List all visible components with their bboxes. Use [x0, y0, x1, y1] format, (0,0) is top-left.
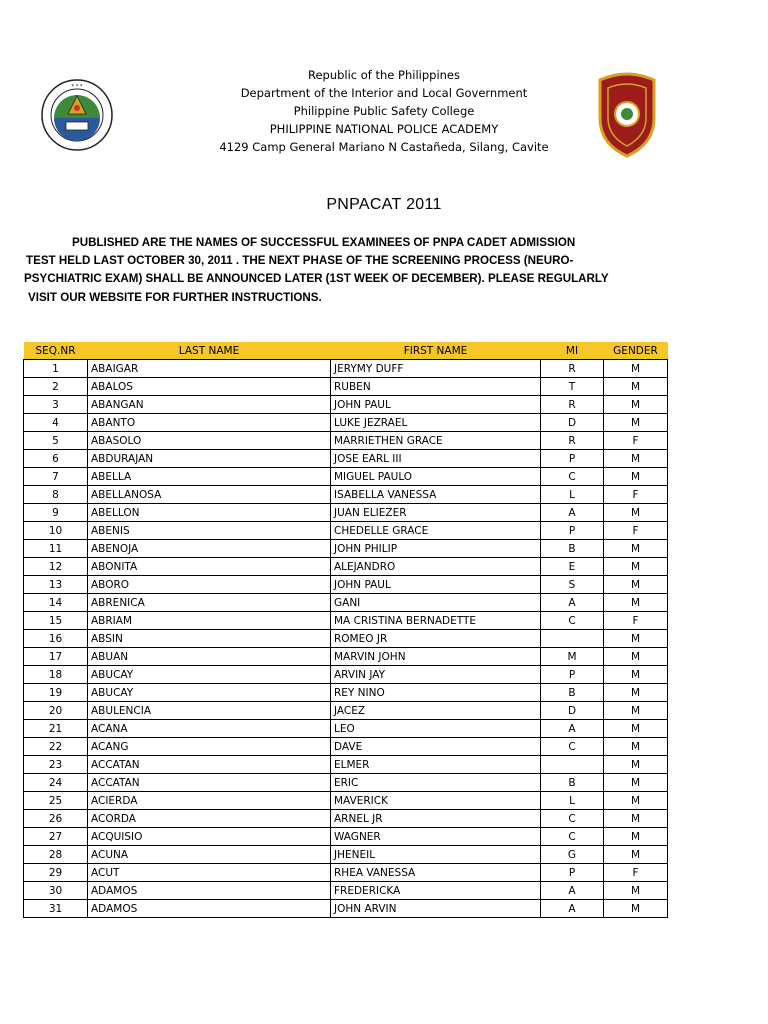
cell-first-name: RUBEN [331, 378, 541, 396]
cell-seq: 2 [24, 378, 88, 396]
cell-first-name: JOHN PAUL [331, 396, 541, 414]
table-row [24, 684, 668, 702]
cell-seq: 4 [24, 414, 88, 432]
table-row [24, 486, 668, 504]
cell-seq: 16 [24, 630, 88, 648]
cell-first-name: MARVIN JOHN [331, 648, 541, 666]
cell-seq: 14 [24, 594, 88, 612]
table-row [24, 414, 668, 432]
cell-seq: 26 [24, 810, 88, 828]
cell-first-name: MARRIETHEN GRACE [331, 432, 541, 450]
cell-first-name: ELMER [331, 756, 541, 774]
cell-mi: A [541, 900, 604, 918]
table-header-row [24, 342, 668, 360]
cell-mi: P [541, 666, 604, 684]
cell-first-name: ARNEL JR [331, 810, 541, 828]
cell-seq: 25 [24, 792, 88, 810]
cell-first-name: GANI [331, 594, 541, 612]
cell-mi: M [541, 648, 604, 666]
table-row [24, 846, 668, 864]
cell-gender: M [604, 882, 668, 900]
cell-seq: 7 [24, 468, 88, 486]
table-row [24, 828, 668, 846]
cell-gender: M [604, 846, 668, 864]
cell-gender: M [604, 378, 668, 396]
cell-last-name: ABULENCIA [88, 702, 331, 720]
cell-gender: M [604, 702, 668, 720]
cell-first-name: REY NINO [331, 684, 541, 702]
cell-seq: 31 [24, 900, 88, 918]
cell-last-name: ABELLON [88, 504, 331, 522]
table-row [24, 792, 668, 810]
cell-gender: M [604, 594, 668, 612]
cell-first-name: JUAN ELIEZER [331, 504, 541, 522]
examinee-table [23, 342, 668, 918]
cell-seq: 13 [24, 576, 88, 594]
cell-first-name: JOHN PAUL [331, 576, 541, 594]
letterhead-line-department: Department of the Interior and Local Government [240, 86, 528, 100]
cell-last-name: ABRIAM [88, 612, 331, 630]
table-row [24, 648, 668, 666]
cell-first-name: ALEJANDRO [331, 558, 541, 576]
cell-seq: 15 [24, 612, 88, 630]
cell-mi: L [541, 486, 604, 504]
notice-line: PSYCHIATRIC EXAM) SHALL BE ANNOUNCED LATER (1ST WEEK OF DECEMBER). PLEASE REGULARLY [24, 272, 609, 286]
cell-gender: F [604, 612, 668, 630]
table-row [24, 900, 668, 918]
cell-last-name: ACCATAN [88, 774, 331, 792]
cell-seq: 12 [24, 558, 88, 576]
cell-gender: M [604, 396, 668, 414]
cell-first-name: CHEDELLE GRACE [331, 522, 541, 540]
notice-line: TEST HELD LAST OCTOBER 30, 2011 . THE NEXT PHASE OF THE SCREENING PROCESS (NEURO- [26, 254, 574, 268]
document-title: PNPACAT 2011 [326, 196, 442, 213]
table-body [24, 360, 668, 918]
table-row [24, 540, 668, 558]
cell-mi: C [541, 612, 604, 630]
cell-seq: 20 [24, 702, 88, 720]
letterhead-line-republic: Republic of the Philippines [307, 68, 461, 82]
cell-seq: 29 [24, 864, 88, 882]
cell-last-name: ABANGAN [88, 396, 331, 414]
cell-mi: B [541, 684, 604, 702]
cell-last-name: ABENIS [88, 522, 331, 540]
cell-seq: 5 [24, 432, 88, 450]
cell-mi: B [541, 540, 604, 558]
cell-last-name: ABALOS [88, 378, 331, 396]
cell-last-name: ABSIN [88, 630, 331, 648]
cell-mi: D [541, 702, 604, 720]
cell-gender: M [604, 738, 668, 756]
cell-mi: R [541, 360, 604, 378]
cell-mi: R [541, 396, 604, 414]
cell-last-name: ACQUISIO [88, 828, 331, 846]
cell-first-name: MA CRISTINA BERNADETTE [331, 612, 541, 630]
cell-gender: F [604, 432, 668, 450]
cell-last-name: ACUT [88, 864, 331, 882]
column-header-mi: MI [541, 342, 604, 360]
cell-seq: 24 [24, 774, 88, 792]
cell-gender: M [604, 630, 668, 648]
cell-mi: R [541, 432, 604, 450]
cell-gender: M [604, 792, 668, 810]
cell-last-name: ABENOJA [88, 540, 331, 558]
cell-mi: P [541, 450, 604, 468]
cell-seq: 22 [24, 738, 88, 756]
cell-mi: C [541, 828, 604, 846]
cell-first-name: ISABELLA VANESSA [331, 486, 541, 504]
cell-mi [541, 630, 604, 648]
cell-seq: 10 [24, 522, 88, 540]
cell-seq: 19 [24, 684, 88, 702]
cell-seq: 17 [24, 648, 88, 666]
cell-gender: M [604, 720, 668, 738]
cell-first-name: JACEZ [331, 702, 541, 720]
letterhead-line-address: 4129 Camp General Mariano N Castañeda, Silang, Cavite [219, 140, 549, 154]
cell-seq: 8 [24, 486, 88, 504]
table-row [24, 558, 668, 576]
cell-first-name: RHEA VANESSA [331, 864, 541, 882]
notice-paragraph [24, 234, 684, 307]
cell-last-name: ABANTO [88, 414, 331, 432]
cell-seq: 6 [24, 450, 88, 468]
cell-mi: E [541, 558, 604, 576]
cell-first-name: WAGNER [331, 828, 541, 846]
table-row [24, 468, 668, 486]
cell-first-name: MAVERICK [331, 792, 541, 810]
cell-mi: G [541, 846, 604, 864]
cell-gender: F [604, 522, 668, 540]
table-row [24, 882, 668, 900]
table-row [24, 522, 668, 540]
cell-seq: 9 [24, 504, 88, 522]
cell-mi: A [541, 504, 604, 522]
cell-mi: P [541, 522, 604, 540]
cell-gender: M [604, 756, 668, 774]
cell-first-name: JERYMY DUFF [331, 360, 541, 378]
cell-mi: P [541, 864, 604, 882]
cell-seq: 1 [24, 360, 88, 378]
cell-mi: S [541, 576, 604, 594]
cell-last-name: ADAMOS [88, 882, 331, 900]
letterhead [0, 66, 768, 156]
cell-last-name: ABORO [88, 576, 331, 594]
cell-mi: A [541, 882, 604, 900]
table-row [24, 378, 668, 396]
cell-gender: M [604, 360, 668, 378]
cell-mi: L [541, 792, 604, 810]
cell-mi: C [541, 738, 604, 756]
cell-mi: A [541, 720, 604, 738]
table-row [24, 810, 668, 828]
table-row [24, 450, 668, 468]
cell-first-name: LUKE JEZRAEL [331, 414, 541, 432]
cell-last-name: ACANA [88, 720, 331, 738]
cell-gender: M [604, 540, 668, 558]
cell-first-name: JOHN PHILIP [331, 540, 541, 558]
cell-mi: D [541, 414, 604, 432]
letterhead-line-college: Philippine Public Safety College [293, 104, 475, 118]
cell-gender: M [604, 774, 668, 792]
cell-gender: F [604, 486, 668, 504]
cell-last-name: ABUCAY [88, 684, 331, 702]
table-row [24, 702, 668, 720]
cell-seq: 3 [24, 396, 88, 414]
cell-gender: M [604, 828, 668, 846]
table-row [24, 738, 668, 756]
table-row [24, 576, 668, 594]
cell-first-name: LEO [331, 720, 541, 738]
table-row [24, 612, 668, 630]
column-header-gender: GENDER [604, 342, 668, 360]
table-row [24, 864, 668, 882]
cell-gender: M [604, 576, 668, 594]
cell-last-name: ABAIGAR [88, 360, 331, 378]
table-row [24, 756, 668, 774]
cell-gender: F [604, 864, 668, 882]
table-row [24, 504, 668, 522]
cell-last-name: ACANG [88, 738, 331, 756]
table-row [24, 720, 668, 738]
cell-seq: 30 [24, 882, 88, 900]
cell-last-name: ABASOLO [88, 432, 331, 450]
cell-last-name: ACORDA [88, 810, 331, 828]
cell-last-name: ABONITA [88, 558, 331, 576]
cell-last-name: ABUAN [88, 648, 331, 666]
cell-last-name: ACCATAN [88, 756, 331, 774]
cell-mi: C [541, 810, 604, 828]
cell-first-name: JOSE EARL III [331, 450, 541, 468]
cell-first-name: ROMEO JR [331, 630, 541, 648]
cell-gender: M [604, 558, 668, 576]
cell-last-name: ACUNA [88, 846, 331, 864]
cell-first-name: ERIC [331, 774, 541, 792]
column-header-seq: SEQ.NR [24, 342, 88, 360]
cell-gender: M [604, 468, 668, 486]
table-row [24, 432, 668, 450]
cell-seq: 23 [24, 756, 88, 774]
cell-mi: B [541, 774, 604, 792]
table-row [24, 396, 668, 414]
cell-last-name: ABDURAJAN [88, 450, 331, 468]
cell-mi: T [541, 378, 604, 396]
cell-first-name: DAVE [331, 738, 541, 756]
cell-gender: M [604, 900, 668, 918]
table-row [24, 666, 668, 684]
cell-gender: M [604, 414, 668, 432]
cell-mi [541, 756, 604, 774]
cell-gender: M [604, 450, 668, 468]
cell-gender: M [604, 666, 668, 684]
table-row [24, 774, 668, 792]
cell-last-name: ABELLA [88, 468, 331, 486]
cell-first-name: JHENEIL [331, 846, 541, 864]
cell-gender: M [604, 648, 668, 666]
cell-first-name: ARVIN JAY [331, 666, 541, 684]
column-header-first-name: FIRST NAME [331, 342, 541, 360]
cell-last-name: ABUCAY [88, 666, 331, 684]
table-row [24, 360, 668, 378]
letterhead-line-academy: PHILIPPINE NATIONAL POLICE ACADEMY [269, 122, 499, 136]
cell-gender: M [604, 504, 668, 522]
cell-first-name: FREDERICKA [331, 882, 541, 900]
cell-first-name: MIGUEL PAULO [331, 468, 541, 486]
cell-last-name: ABELLANOSA [88, 486, 331, 504]
cell-last-name: ADAMOS [88, 900, 331, 918]
column-header-last-name: LAST NAME [88, 342, 331, 360]
cell-seq: 11 [24, 540, 88, 558]
cell-seq: 28 [24, 846, 88, 864]
cell-first-name: JOHN ARVIN [331, 900, 541, 918]
cell-last-name: ABRENICA [88, 594, 331, 612]
cell-seq: 27 [24, 828, 88, 846]
cell-mi: A [541, 594, 604, 612]
notice-line: PUBLISHED ARE THE NAMES OF SUCCESSFUL EXAMINEES OF PNPA CADET ADMISSION [72, 236, 576, 249]
table-row [24, 594, 668, 612]
cell-seq: 21 [24, 720, 88, 738]
cell-last-name: ACIERDA [88, 792, 331, 810]
cell-seq: 18 [24, 666, 88, 684]
cell-mi: C [541, 468, 604, 486]
svg-text:* * *: * * * [71, 84, 83, 90]
table-row [24, 630, 668, 648]
cell-gender: M [604, 684, 668, 702]
notice-line: VISIT OUR WEBSITE FOR FURTHER INSTRUCTIONS. [28, 290, 322, 304]
cell-gender: M [604, 810, 668, 828]
